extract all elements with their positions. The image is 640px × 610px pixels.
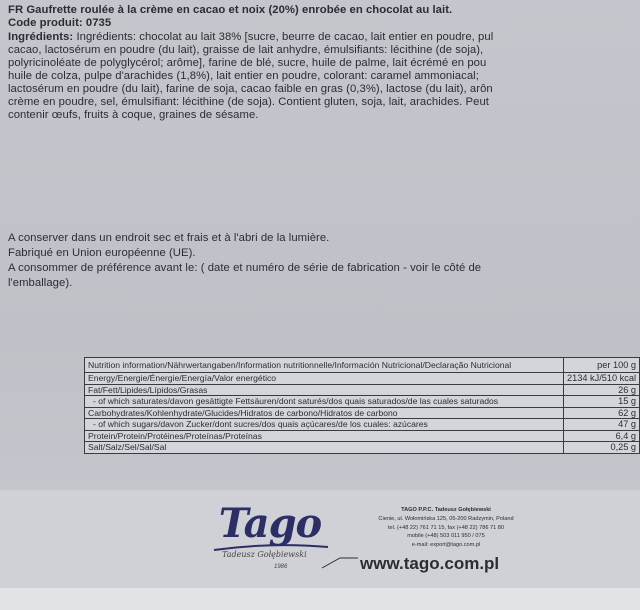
- card-bottom-edge: [0, 588, 640, 610]
- logo-year: 1986: [274, 564, 288, 570]
- ingredients-line-6: crème en poudre, sel, émulsifiant: lécithine (de soja). Contient gluten, soja, lait, arachides. Peut: [8, 96, 489, 108]
- nutrition-row-fat: [85, 384, 640, 396]
- ingredients-label: Ingrédients:: [8, 31, 74, 43]
- ingredients-line-7: contenir œufs, fruits à coque, graines de sésame.: [8, 109, 259, 121]
- product-code: Code produit: 0735: [8, 17, 112, 29]
- ingredients-line-1: [8, 31, 493, 44]
- nutrition-row-energy: [85, 373, 640, 385]
- nutrition-row-carbohydrates: [85, 407, 640, 419]
- ingredients-line-5: lactosérum en poudre (du lait), farine de soja, cacao faible en gras (0,3%), lactose (du lait), arôn: [8, 83, 493, 95]
- nutrition-value: 62 g: [564, 407, 640, 419]
- nutrition-label: Protein/Protein/Protéines/Proteínas/Proteínas: [85, 430, 564, 442]
- nutrition-label: Carbohydrates/Kohlenhydrate/Glucides/Hidratos de carbono/Hidratos de carbono: [85, 407, 564, 419]
- address-line: mobile (+48) 503 011 950 / 075: [407, 533, 485, 540]
- nutrition-header-row: [85, 358, 640, 373]
- nutrition-label: Fat/Fett/Lipides/Lípidos/Grasas: [85, 384, 564, 396]
- address-line: Cienie, ul. Wołomińska 125, 05-200 Radzymin, Poland: [378, 515, 514, 522]
- nutrition-table: [84, 357, 640, 454]
- nutrition-label: - of which sugars/davon Zucker/dont sucres/dos quais açúcares/de los cuales: azúcares: [85, 419, 564, 431]
- logo-wordmark: Tago: [218, 500, 322, 547]
- nutrition-value: 15 g: [564, 396, 640, 408]
- storage-line-2: Fabriqué en Union européenne (UE).: [8, 247, 196, 259]
- nutrition-value: 26 g: [564, 384, 640, 396]
- address-line: e-mail: export@tago.com.pl: [411, 542, 481, 549]
- storage-line-3: A consommer de préférence avant le: ( date et numéro de série de fabrication - voir le côté de: [8, 262, 482, 274]
- company-address: [356, 506, 536, 550]
- product-title: FR Gaufrette roulée à la crème en cacao et noix (20%) enrobée en chocolat au lait.: [8, 4, 453, 16]
- website-url: www.tago.com.pl: [360, 554, 500, 573]
- storage-line-1: A conserver dans un endroit sec et frais et à l'abri de la lumière.: [8, 232, 330, 244]
- storage-line-4: l'emballage).: [8, 277, 73, 289]
- nutrition-label: - of which saturates/davon gesättigte Fettsäuren/dont saturés/dos quais saturados/de las cuales saturados: [85, 396, 564, 408]
- ingredients-line-1-text: Ingrédients: chocolat au lait 38% [sucre, beurre de cacao, lait entier en poudre, pul: [73, 31, 494, 43]
- nutrition-label: Salt/Salz/Sel/Sal/Sal: [85, 442, 564, 454]
- nutrition-value: 47 g: [564, 419, 640, 431]
- ingredients-line-3: polyricinoléate de polyglycérol; arôme], farine de blé, sucre, huile de palme, lait écrémé en pou: [8, 57, 487, 69]
- nutrition-value: 2134 kJ/510 kcal: [564, 373, 640, 385]
- nutrition-row-sugars: [85, 419, 640, 431]
- nutrition-header: Nutrition information/Nährwertangaben/Information nutritionnelle/Información Nutricional/Declaração Nutricional: [85, 358, 564, 373]
- website-arrow-icon: [320, 556, 360, 570]
- ingredients-line-2: cacao, lactosérum en poudre (du lait), graisse de lait anhydre, émulsifiants: lécithine (de soja),: [8, 44, 484, 56]
- nutrition-value: 0,25 g: [564, 442, 640, 454]
- ingredients-line-4: huile de colza, pulpe d'arachides (1,8%), lait entier en poudre, colorant: caramel ammoniacal;: [8, 70, 479, 82]
- nutrition-row-salt: [85, 442, 640, 454]
- logo-signature: Tadeusz Gołębiewski: [222, 550, 307, 559]
- nutrition-row-protein: [85, 430, 640, 442]
- address-line: TAGO P.P.C. Tadeusz Gołębiewski: [401, 507, 491, 513]
- nutrition-label: Energy/Energie/Énergie/Energía/Valor energético: [85, 373, 564, 385]
- nutrition-value: 6,4 g: [564, 430, 640, 442]
- nutrition-row-saturates: [85, 396, 640, 408]
- address-line: tel. (+48 22) 761 71 15, fax (+48 22) 786 71 80: [388, 524, 504, 531]
- nutrition-per: per 100 g: [564, 358, 640, 373]
- tago-logo: [208, 500, 332, 570]
